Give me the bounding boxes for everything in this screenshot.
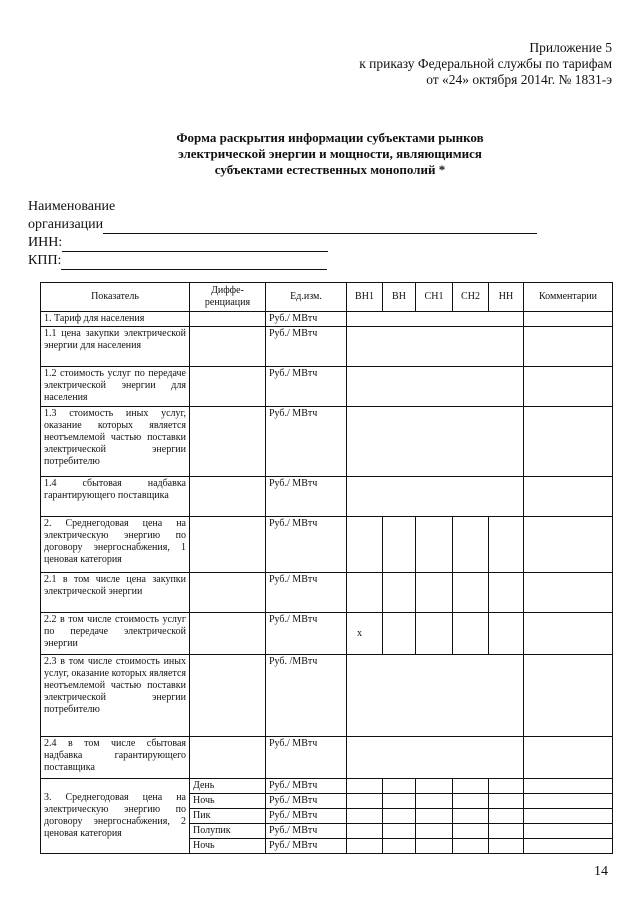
row-indicator: 2. Среднегодовая цена на электрическую энергию по договору энергоснабжения, 1 ценовая категория xyxy=(41,517,190,573)
row-sn1-cell[interactable] xyxy=(416,573,453,613)
row-indicator: 2.3 в том числе стоимость иных услуг, оказание которых является неотъемлемой частью поставки электрической энергии потребителю xyxy=(41,655,190,737)
appendix-line-2: к приказу Федеральной службы по тарифам xyxy=(359,56,612,71)
row-sn2-cell[interactable] xyxy=(453,517,489,573)
row-sn2-cell[interactable] xyxy=(453,573,489,613)
table-row xyxy=(41,367,613,407)
row-vn1-cell[interactable] xyxy=(347,573,383,613)
row-values-cell[interactable] xyxy=(347,407,524,477)
form-title xyxy=(110,130,550,178)
row-sn1-cell[interactable] xyxy=(416,824,453,839)
row-comment-cell[interactable] xyxy=(524,477,613,517)
row-unit: Руб. /МВтч xyxy=(266,655,347,737)
row-values-cell[interactable] xyxy=(347,737,524,779)
row-indicator: 1.1 цена закупки электрической энергии для населения xyxy=(41,327,190,367)
row-diff-cell[interactable] xyxy=(190,655,266,737)
header-sn1: СН1 xyxy=(416,283,453,312)
row-comment-cell[interactable] xyxy=(524,312,613,327)
inn-field[interactable] xyxy=(28,234,537,252)
row-diff-cell[interactable] xyxy=(190,477,266,517)
row-sn2-cell[interactable] xyxy=(453,824,489,839)
row-vn-cell[interactable] xyxy=(383,779,416,794)
table-row xyxy=(41,477,613,517)
row-vn1-cell[interactable] xyxy=(347,779,383,794)
row-vn-cell[interactable] xyxy=(383,613,416,655)
row-comment-cell[interactable] xyxy=(524,655,613,737)
row-vn-cell[interactable] xyxy=(383,573,416,613)
row-vn-cell[interactable] xyxy=(383,517,416,573)
row-comment-cell[interactable] xyxy=(524,809,613,824)
row-sn2-cell[interactable] xyxy=(453,809,489,824)
kpp-field[interactable] xyxy=(28,252,537,270)
header-sn2: СН2 xyxy=(453,283,489,312)
row-unit: Руб./ МВтч xyxy=(266,573,347,613)
row-comment-cell[interactable] xyxy=(524,367,613,407)
header-vn1: ВН1 xyxy=(347,283,383,312)
row-diff-cell[interactable] xyxy=(190,737,266,779)
row-values-cell[interactable] xyxy=(347,312,524,327)
row3-unit: Руб./ МВтч xyxy=(266,839,347,854)
row-sn1-cell[interactable] xyxy=(416,613,453,655)
row-nn-cell[interactable] xyxy=(489,573,524,613)
row3-indicator: 3. Среднегодовая цена на электрическую энергию по договору энергоснабжения, 2 ценовая категория xyxy=(41,779,190,854)
appendix-line-1: Приложение 5 xyxy=(529,40,612,55)
row-diff-cell[interactable] xyxy=(190,573,266,613)
row-indicator: 2.4 в том числе сбытовая надбавка гарантирующего поставщика xyxy=(41,737,190,779)
appendix-reference xyxy=(292,40,612,88)
row3-unit: Руб./ МВтч xyxy=(266,824,347,839)
table-row xyxy=(41,613,613,655)
form-title-line-2: электрической энергии и мощности, являющимися xyxy=(178,146,482,161)
row-unit: Руб./ МВтч xyxy=(266,327,347,367)
row-unit: Руб./ МВтч xyxy=(266,613,347,655)
inn-underline xyxy=(62,238,328,252)
row-sn2-cell[interactable] xyxy=(453,779,489,794)
row-unit: Руб./ МВтч xyxy=(266,367,347,407)
row-sn1-cell[interactable] xyxy=(416,517,453,573)
row3-diff: Ночь xyxy=(190,839,266,854)
row-sn1-cell[interactable] xyxy=(416,809,453,824)
row-sn2-cell[interactable] xyxy=(453,794,489,809)
row-values-cell[interactable] xyxy=(347,367,524,407)
row-nn-cell[interactable] xyxy=(489,839,524,854)
table-row xyxy=(41,737,613,779)
table-header-row xyxy=(41,283,613,312)
header-diff: Диффе-ренциация xyxy=(190,283,266,312)
row-comment-cell[interactable] xyxy=(524,327,613,367)
row-values-cell[interactable] xyxy=(347,327,524,367)
disclosure-table xyxy=(40,282,613,854)
row-indicator: 2.1 в том числе цена закупки электрической энергии xyxy=(41,573,190,613)
row-comment-cell[interactable] xyxy=(524,779,613,794)
table-row xyxy=(41,407,613,477)
inn-label: ИНН: xyxy=(28,235,63,250)
row-vn1-mark: х xyxy=(347,613,383,655)
row-unit: Руб./ МВтч xyxy=(266,517,347,573)
row-sn2-cell[interactable] xyxy=(453,613,489,655)
row-indicator: 1.3 стоимость иных услуг, оказание которых является неотъемлемой частью поставки электрической энергии потребителю xyxy=(41,407,190,477)
row-sn1-cell[interactable] xyxy=(416,794,453,809)
appendix-line-3: от «24» октября 2014г. № 1831-э xyxy=(426,72,612,87)
row-diff-cell[interactable] xyxy=(190,367,266,407)
row-nn-cell[interactable] xyxy=(489,613,524,655)
header-vn: ВН xyxy=(383,283,416,312)
row-comment-cell[interactable] xyxy=(524,613,613,655)
row-unit: Руб./ МВтч xyxy=(266,312,347,327)
row-diff-cell[interactable] xyxy=(190,327,266,367)
row3-diff: День xyxy=(190,779,266,794)
row-vn1-cell[interactable] xyxy=(347,794,383,809)
form-title-line-3: субъектами естественных монополий * xyxy=(214,162,446,177)
table-row xyxy=(41,312,613,327)
table-row xyxy=(41,327,613,367)
row-comment-cell[interactable] xyxy=(524,839,613,854)
row-values-cell[interactable] xyxy=(347,655,524,737)
row-nn-cell[interactable] xyxy=(489,779,524,794)
table-row xyxy=(41,779,613,794)
row-comment-cell[interactable] xyxy=(524,407,613,477)
row-nn-cell[interactable] xyxy=(489,794,524,809)
row-values-cell[interactable] xyxy=(347,477,524,517)
row-nn-cell[interactable] xyxy=(489,824,524,839)
form-title-line-1: Форма раскрытия информации субъектами рынков xyxy=(176,130,484,145)
row-comment-cell[interactable] xyxy=(524,737,613,779)
row-diff-cell[interactable] xyxy=(190,312,266,327)
header-comments: Комментарии xyxy=(524,283,613,312)
row-vn1-cell[interactable] xyxy=(347,824,383,839)
row-comment-cell[interactable] xyxy=(524,824,613,839)
row-diff-cell[interactable] xyxy=(190,613,266,655)
row-sn1-cell[interactable] xyxy=(416,839,453,854)
row-indicator: 1. Тариф для населения xyxy=(41,312,190,327)
header-indicator: Показатель xyxy=(41,283,190,312)
organization-fields xyxy=(28,198,537,270)
name-label-1: Наименование xyxy=(28,199,116,214)
row3-diff: Пик xyxy=(190,809,266,824)
header-unit: Ед.изм. xyxy=(266,283,347,312)
row-unit: Руб./ МВтч xyxy=(266,407,347,477)
row-vn1-cell[interactable] xyxy=(347,839,383,854)
row-vn-cell[interactable] xyxy=(383,824,416,839)
name-label-2: организации xyxy=(28,217,104,232)
row-sn1-cell[interactable] xyxy=(416,779,453,794)
row-vn-cell[interactable] xyxy=(383,839,416,854)
row-comment-cell[interactable] xyxy=(524,573,613,613)
row3-unit: Руб./ МВтч xyxy=(266,809,347,824)
page-number: 14 xyxy=(594,864,608,879)
row-vn1-cell[interactable] xyxy=(347,517,383,573)
row-comment-cell[interactable] xyxy=(524,517,613,573)
row-unit: Руб./ МВтч xyxy=(266,477,347,517)
row-sn2-cell[interactable] xyxy=(453,839,489,854)
row3-unit: Руб./ МВтч xyxy=(266,779,347,794)
row-nn-cell[interactable] xyxy=(489,809,524,824)
row-diff-cell[interactable] xyxy=(190,407,266,477)
row-indicator: 2.2 в том числе стоимость услуг по передаче электрической энергии xyxy=(41,613,190,655)
row-vn1-cell[interactable] xyxy=(347,809,383,824)
header-nn: НН xyxy=(489,283,524,312)
row-vn-cell[interactable] xyxy=(383,794,416,809)
row3-unit: Руб./ МВтч xyxy=(266,794,347,809)
row-diff-cell[interactable] xyxy=(190,517,266,573)
row-indicator: 1.2 стоимость услуг по передаче электрической энергии для населения xyxy=(41,367,190,407)
row-unit: Руб./ МВтч xyxy=(266,737,347,779)
org-name-underline xyxy=(103,220,537,234)
row-comment-cell[interactable] xyxy=(524,794,613,809)
row-vn-cell[interactable] xyxy=(383,809,416,824)
kpp-underline xyxy=(61,256,327,270)
table-row xyxy=(41,573,613,613)
kpp-label: КПП: xyxy=(28,253,62,268)
row3-diff: Полупик xyxy=(190,824,266,839)
row3-diff: Ночь xyxy=(190,794,266,809)
table-row xyxy=(41,517,613,573)
row-indicator: 1.4 сбытовая надбавка гарантирующего поставщика xyxy=(41,477,190,517)
row-nn-cell[interactable] xyxy=(489,517,524,573)
org-name-field[interactable] xyxy=(28,216,537,234)
table-row xyxy=(41,655,613,737)
